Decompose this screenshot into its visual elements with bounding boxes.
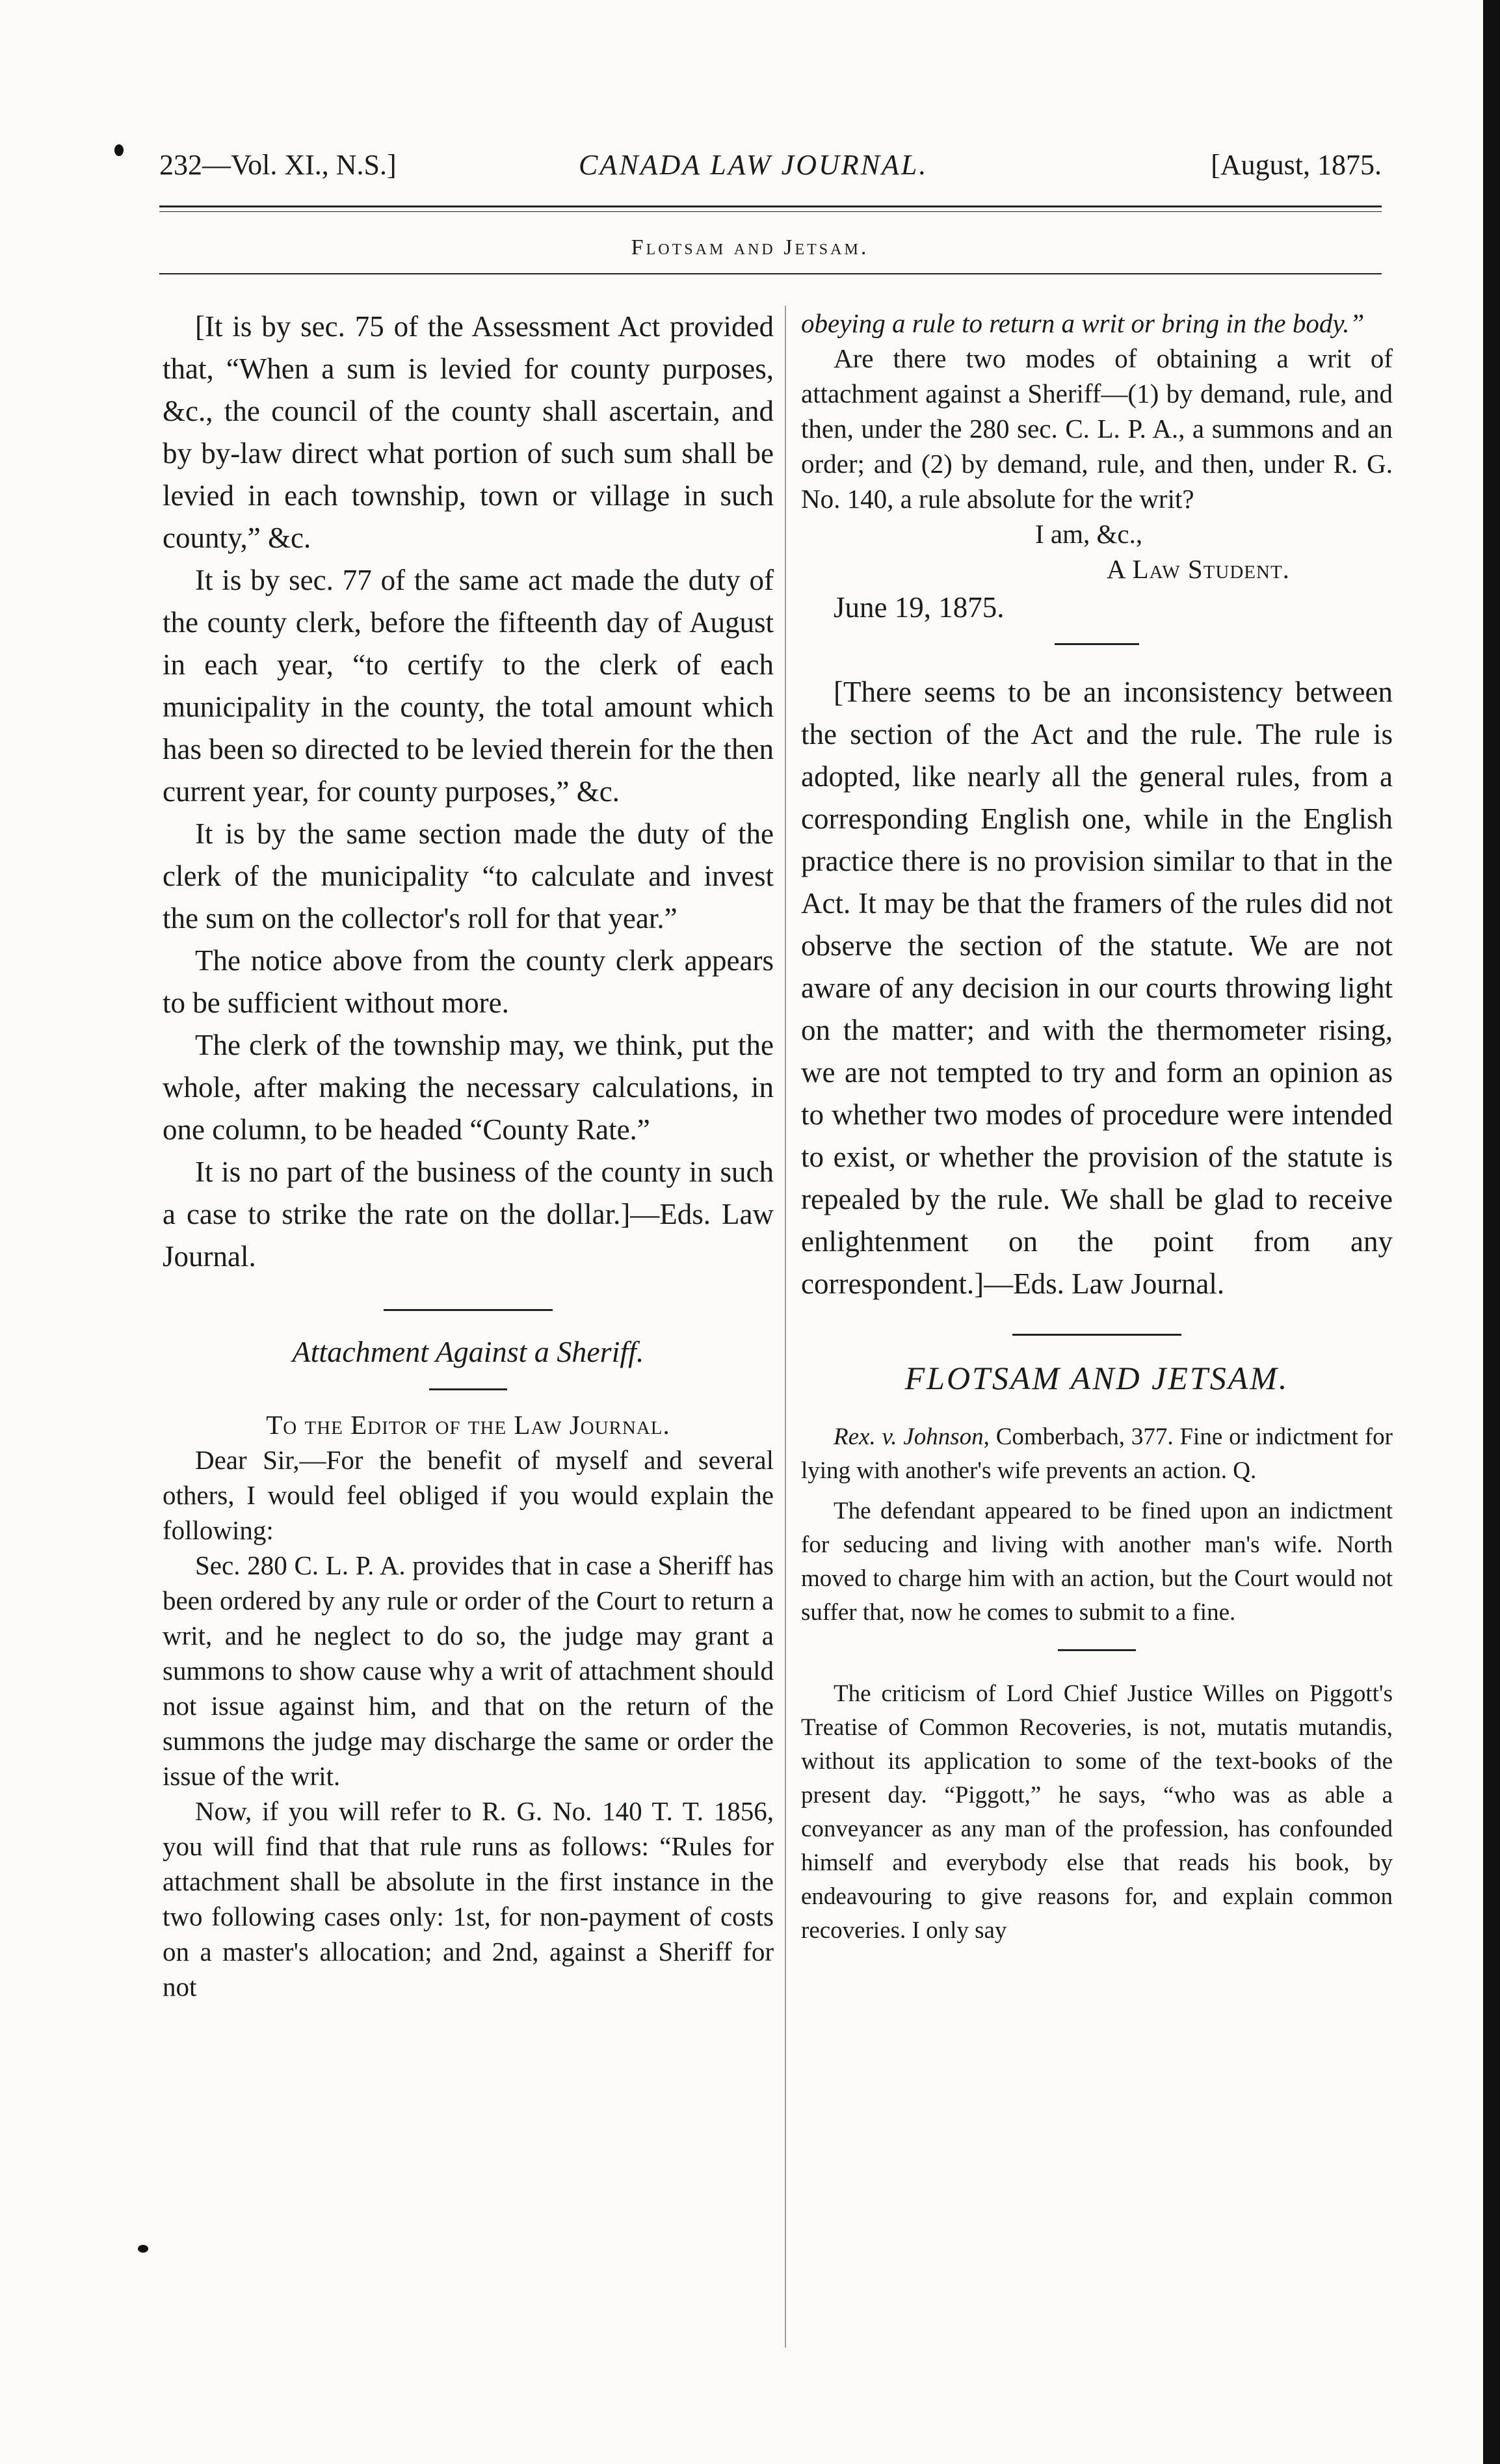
- running-head: Flotsam and Jetsam.: [631, 235, 869, 259]
- article-title: Attachment Against a Sheriff.: [292, 1335, 644, 1368]
- criticism-paragraph: The criticism of Lord Chief Justice Willes on Piggott's Treatise of Common Recoveries, is not, mutatis mutandis, without its application to some of the text-books of the present day. “Piggott,” he says, “who was as able a conveyancer as any man of the profession, has confounded himself and everybody else that reads his book, by endeavouring to give reasons for, and explain common recoveries. I only say: [801, 1680, 1393, 1944]
- editor-note-paragraph: The clerk of the township may, we think, put the whole, after making the necessary calculations, in one column, to be headed “County Rate.”: [163, 1029, 774, 1146]
- letter-paragraph: Dear Sir,—For the benefit of myself and several others, I would feel obliged if you would explain the following:: [163, 1445, 774, 1545]
- section-divider: [384, 1309, 553, 1311]
- header-journal-title: CANADA LAW JOURNAL.: [579, 149, 928, 181]
- letter-salutation: I am, &c.,: [1035, 519, 1143, 549]
- right-column: [801, 306, 1393, 1948]
- page-binding-edge: [1483, 0, 1500, 2464]
- case-note: [801, 1420, 1393, 1488]
- editor-note-paragraph: It is no part of the business of the county in such a case to strike the rate on the dollar.]—Eds. Law Journal.: [163, 1156, 774, 1273]
- item-divider: [1058, 1649, 1136, 1651]
- letter-paragraph: Now, if you will refer to R. G. No. 140 T. T. 1856, you will find that that rule runs as follows: “Rules for attachment shall be absolute in the first instance in the two following cases only: 1st, for non-payment of costs on a master's allocation; and 2nd, against a Sheriff for not: [163, 1796, 774, 2002]
- header-date: [August, 1875.: [1211, 149, 1382, 181]
- reply-divider: [1055, 643, 1139, 645]
- header-rule-thin: [159, 211, 1382, 212]
- editor-note-paragraph: It is by the same section made the duty of the clerk of the municipality “to calculate and invest the sum on the collector's roll for that year.”: [163, 817, 774, 934]
- letter-date: June 19, 1875.: [834, 591, 1005, 624]
- page-header: [159, 148, 1382, 194]
- section-heading: FLOTSAM AND JETSAM.: [904, 1360, 1289, 1396]
- title-rule: [429, 1388, 507, 1390]
- case-name: Rex. v. Johnson: [834, 1424, 984, 1450]
- ink-dot: [114, 144, 124, 156]
- header-volume: 232—Vol. XI., N.S.]: [159, 149, 397, 181]
- left-column: [163, 306, 774, 2004]
- letter-question: Are there two modes of obtaining a writ of attachment against a Sheriff—(1) by demand, rule, and then, under the 280 sec. C. L. P. A., a summons and an order; and (2) by demand, rule, and then, under R. G. No. 140, a rule absolute for the writ?: [801, 343, 1393, 514]
- ink-dot: [138, 2245, 148, 2253]
- case-citation: , Comberbach, 377. Fine or indictment for lying with another's wife prevents an action. Q.: [801, 1424, 1393, 1484]
- column-divider: [785, 306, 786, 2348]
- letter-continuation: obeying a rule to return a writ or bring in the body.”: [801, 308, 1365, 338]
- running-head-rule: [159, 273, 1382, 274]
- letter-signature: A Law Student.: [1107, 554, 1290, 584]
- letter-paragraph: Sec. 280 C. L. P. A. provides that in case a Sheriff has been ordered by any rule or order of the Court to return a writ, and he neglect to do so, the judge may grant a summons to show cause why a writ of attachment should not issue against him, and that on the return of the summons the judge may discharge the same or order the issue of the writ.: [163, 1550, 774, 1791]
- letter-addressee: To the Editor of the Law Journal.: [266, 1410, 670, 1440]
- case-body: The defendant appeared to be fined upon an indictment for seducing and living with another man's wife. North moved to charge him with an action, but the Court would not suffer that, now he comes to submit to a fine.: [801, 1498, 1393, 1626]
- editor-note-paragraph: The notice above from the county clerk appears to be sufficient without more.: [163, 944, 774, 1019]
- editor-note-paragraph: [It is by sec. 75 of the Assessment Act provided that, “When a sum is levied for county purposes, &c., the council of the county shall ascertain, and by by-law direct what portion of such sum shall be levied in each township, town or village in such county,” &c.: [163, 310, 774, 554]
- editor-reply: [There seems to be an inconsistency between the section of the Act and the rule. The rule is adopted, like nearly all the general rules, from a corresponding English one, while in the English practice there is no provision similar to that in the Act. It may be that the framers of the rules did not observe the section of the statute. We are not aware of any decision in our courts throwing light on the matter; and with the thermometer rising, we are not tempted to try and form an opinion as to whether two modes of procedure were intended to exist, or whether the provision of the statute is repealed by the rule. We shall be glad to receive enlightenment on the point from any correspondent.]—Eds. Law Journal.: [801, 676, 1393, 1300]
- editor-note-paragraph: It is by sec. 77 of the same act made the duty of the county clerk, before the fifteenth day of August in each year, “to certify to the clerk of each municipality in the county, the total amount which has been so directed to be levied therein for the then current year, for county purposes,” &c.: [163, 564, 774, 808]
- section-divider: [1012, 1334, 1181, 1336]
- header-rule: [159, 205, 1382, 207]
